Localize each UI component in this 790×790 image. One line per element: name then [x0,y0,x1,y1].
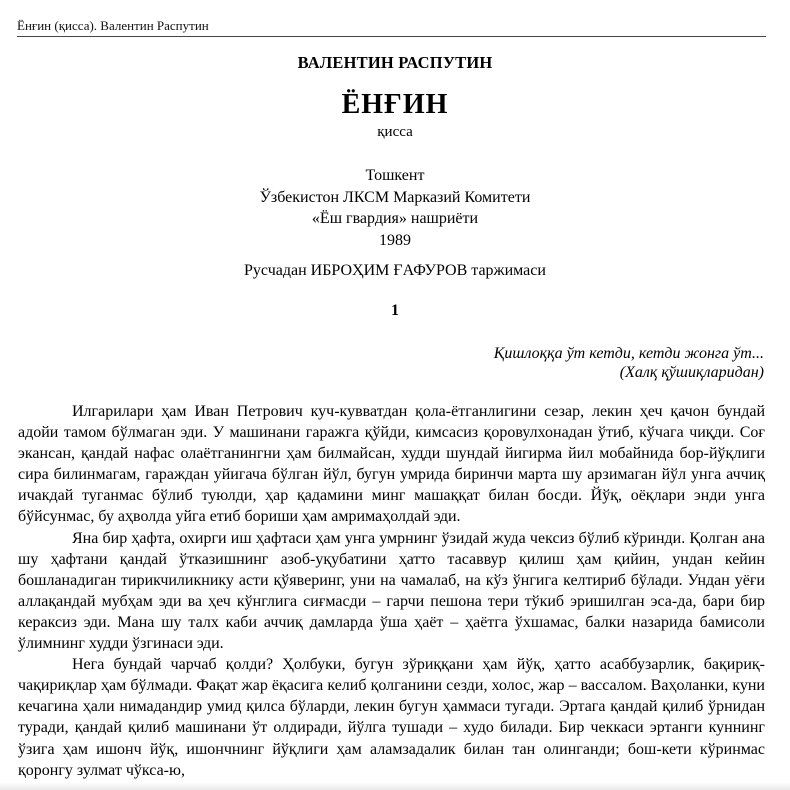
author-name: ВАЛЕНТИН РАСПУТИН [297,53,493,72]
chapter-number: 1 [391,302,399,319]
epigraph [494,344,764,382]
book-title: ЁНҒИН [341,89,449,120]
genre-label: қисса [377,124,413,140]
scan-bottom-edge [0,782,790,790]
paragraph: Илгарилари ҳам Иван Петрович куч-кувватдан қола-ётганлигини сезар, лекин ҳеч қачон бундай адойи тамом бўлмаган эди. У машинани гаражга қўйди, кимсасиз қоровулхонадан ўтиб, кўчага чиқди. Соғ экансан, қандай нафас олаётганингни ҳам билмайсан, худди шундай йигирма йил мобайнида бор-йўқлиги сира билинмагам, гараждан уйигача бўлган йўл, бугун умрида биринчи марта шу арзимаган йўл унга аччиқ ичакдай туганмас бўлиб туюлди, ҳар қадамини минг машаққат билан босди. Йўқ, оёқлари энди унга бўйсунмас, бу аҳволда уйга етиб бориши ҳам амримаҳолдай эди. [18,403,765,526]
imprint-year: 1989 [379,231,411,249]
translator-credit: Русчадан ИБРОҲИМ ҒАФУРОВ таржимаси [244,262,546,279]
epigraph-line: Қишлоққа ўт кетди, кетди жонга ўт... [493,345,764,362]
body-text [18,401,765,781]
imprint-block [0,165,790,251]
imprint-publisher: «Ёш гвардия» нашриёти [311,210,479,227]
header-rule [17,36,766,37]
epigraph-source: (Халқ қўшиқларидан) [619,364,764,381]
paragraph: Яна бир ҳафта, охирги иш ҳафтаси ҳам унга умрнинг ўзидай жуда чексиз бўлиб кўринди. Қолган ана шу ҳафтани қандай ўтказишнинг азоб-уқубатини ҳатто тасаввур қилиш ҳам қийин, ундан кейин бошланадиган тирикчиликнику асти қўяверинг, уни на чамалаб, на кўз ўнгига келтириб бўлади. Ундан уёғи аллақандай мубҳам эди ва ҳеч кўнглига сиғмасди – гарчи пешона тери тўкиб эришилган эса-да, бари бир кераксиз эди. Мана шу талх каби аччиқ дамларда ўша ҳаёт – ҳаётга ўхшамас, балки назарида бамисоли ўлимнинг худди ўзгинаси эди. [18,529,765,653]
paragraph: Нега бундай чарчаб қолди? Ҳолбуки, бугун зўриққани ҳам йўқ, ҳатто асаббузарлик, бақириқ-чақириқлар ҳам бўлмади. Фақат жар ёқасига келиб қолганини сезди, холос, жар – вассалом. Ваҳоланки, куни кечагина ҳали нимадандир умид қилса бўларди, лекин бугун ҳаммаси тугади. Эртага қандай қилиб ўрнидан туради, қандай қилиб машинани ўт олдиради, йўлга тушади – худо билади. Бир чеккаси эртанги куннинг ўзига ҳам ишонч йўқ, ишончнинг йўқлиги ҳам аламзадалик билан тан олинганди; бош-кети кўринмас қоронгу зулмат чўкса-ю, [18,656,765,779]
imprint-org: Ўзбекистон ЛКСМ Марказий Комитети [259,188,531,206]
running-header: Ёнғин (қисса). Валентин Распутин [17,18,209,33]
imprint-city: Тошкент [365,167,425,184]
